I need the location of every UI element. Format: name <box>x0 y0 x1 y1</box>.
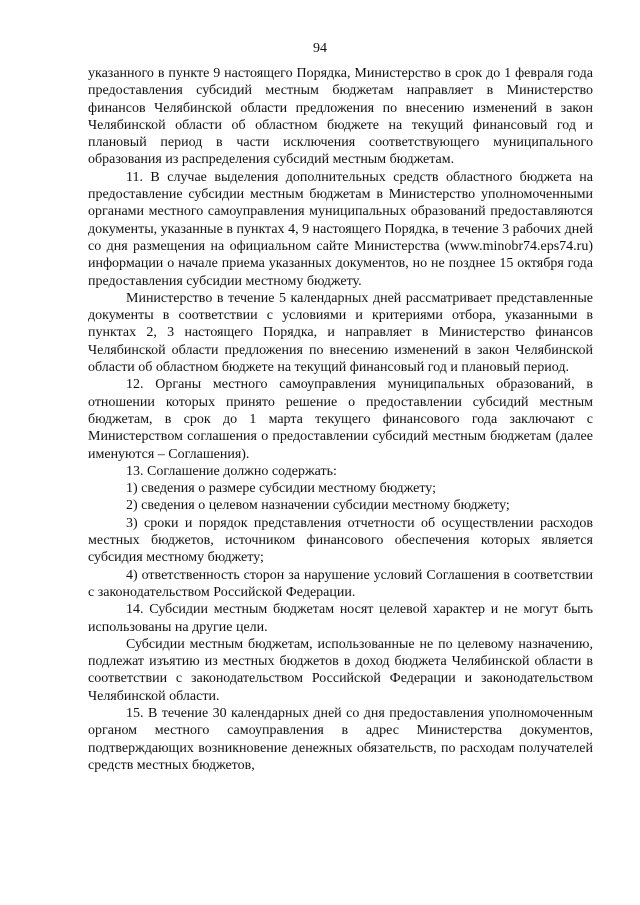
paragraph: Министерство в течение 5 календарных дней рассматривает представленные документы в соответствии с условиями и критериями отбора, указанными в пунктах 2, 3 настоящего Порядка, и направляет в Министерство финансов Челябинской области предложения по внесению изменений в закон Челябинской области об областном бюджете на текущий финансовый год и плановый период. <box>88 290 593 376</box>
document-body <box>88 65 593 774</box>
paragraph: 11. В случае выделения дополнительных средств областного бюджета на предоставление субсидии местным бюджетам в Министерство уполномоченными органами местного самоуправления муниципальных образований предоставляются документы, указанные в пунктах 4, 9 настоящего Порядка, в течение 3 рабочих дней со дня размещения на официальном сайте Министерства (www.minobr74.eps74.ru) информации о начале приема указанных документов, но не позднее 15 октября года предоставления субсидии местному бюджету. <box>88 169 593 289</box>
paragraph: указанного в пункте 9 настоящего Порядка, Министерство в срок до 1 февраля года предоставления субсидий местным бюджетам направляет в Министерство финансов Челябинской области предложения по внесению изменений в закон Челябинской области об областном бюджете на текущий финансовый год и плановый период в части исключения соответствующего муниципального образования из распределения субсидий местным бюджетам. <box>88 66 593 168</box>
paragraph: 14. Субсидии местным бюджетам носят целевой характер и не могут быть использованы на другие цели. <box>88 602 593 635</box>
list-item: 3) сроки и порядок представления отчетности об осуществлении расходов местных бюджетов, источником финансового обеспечения которых является субсидия местному бюджету; <box>88 515 593 566</box>
paragraph: 13. Соглашение должно содержать: <box>126 463 337 479</box>
list-item: 2) сведения о целевом назначении субсидии местному бюджету; <box>126 498 510 514</box>
paragraph: 12. Органы местного самоуправления муниципальных образований, в отношении которых принято решение о предоставлении субсидий местным бюджетам, в срок до 1 марта текущего финансового года заключают с Министерством соглашения о предоставлении субсидий местным бюджетам (далее именуются – Соглашения). <box>88 377 593 462</box>
list-item: 1) сведения о размере субсидии местному бюджету; <box>126 481 436 497</box>
list-item: 4) ответственность сторон за нарушение условий Соглашения в соответствии с законодательством Российской Федерации. <box>88 567 593 600</box>
paragraph: 15. В течение 30 календарных дней со дня предоставления уполномоченным органом местного самоуправления в адрес Министерства документов, подтверждающих возникновение денежных обязательств, по расходам получателей средств местных бюджетов, <box>88 705 593 773</box>
page-number: 94 <box>313 41 327 56</box>
paragraph: Субсидии местным бюджетам, использованные не по целевому назначению, подлежат изъятию из местных бюджетов в доход бюджета Челябинской области в соответствии с законодательством Российской Федерации и законодательством Челябинской области. <box>88 636 593 704</box>
